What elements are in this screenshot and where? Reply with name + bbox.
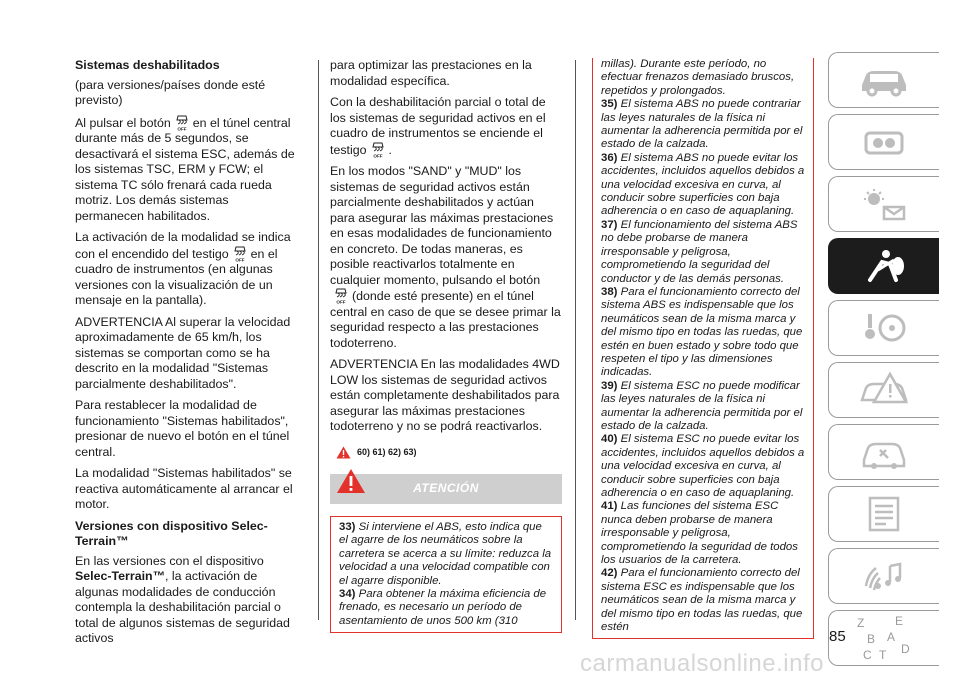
- warning-triangle-icon: [336, 446, 351, 459]
- paragraph: para optimizar las prestaciones en la modalidad específica.: [330, 58, 532, 88]
- attention-notes-box-continued: [592, 58, 814, 639]
- paragraph: ADVERTENCIA En las modalidades 4WD LOW los sistemas de seguridad activos están completamente deshabilitados para asegurar las máximas prestaciones todoterreno y no se podrá reactivarlos.: [330, 357, 560, 433]
- index-letter: A: [887, 630, 896, 644]
- note: 37) El funcionamiento del sistema ABS no debe probarse de manera irresponsable y peligrosa, comprometiendo la seguridad del conductor y de las demás personas.: [601, 218, 798, 285]
- starting-driving-icon: [856, 308, 912, 348]
- index-letter: T: [879, 648, 887, 662]
- paragraph: La modalidad "Sistemas habilitados" se reactiva automáticamente al arrancar el motor.: [75, 466, 293, 511]
- tab-maintenance[interactable]: [828, 424, 939, 480]
- paragraph: Al pulsar el botón en el túnel central durante más de 5 segundos, se desactivará el sistema ESC, además de los sistemas TSC, ERM y FCW; el sistema TC sólo frenará cada rueda motriz. Los demás sistemas permanecen habilitados.: [75, 115, 295, 223]
- esc-off-icon: [371, 142, 385, 158]
- column-1: [75, 58, 297, 653]
- emergency-icon: [856, 370, 912, 410]
- multimedia-icon: [856, 556, 912, 596]
- index-icon: [849, 613, 919, 663]
- index-letter: D: [901, 642, 910, 656]
- note: millas). Durante este período, no efectuar frenazos demasiado bruscos, repetidos y prolongados.: [601, 58, 795, 97]
- tab-car-exterior[interactable]: [828, 52, 939, 108]
- warning-lights-icon: [856, 187, 912, 221]
- paragraph: En los modos "SAND" y "MUD" los sistemas de seguridad activos están parcialmente deshabilitados y actúan para asegurar las máximas prestaciones en esas modalidades de funcionamiento en concreto. De todas maneras, es posible reactivarlos totalmente en cualquier momento, pulsando el botón (donde esté presente) en el túnel central en caso de que se desee primar la seguridad respecto a las prestaciones todoterreno.: [330, 164, 561, 350]
- tab-multimedia[interactable]: [828, 548, 939, 604]
- tab-safety[interactable]: [828, 238, 939, 294]
- paragraph: La activación de la modalidad se indica con el encendido del testigo en el cuadro de instrumentos (en algunas versiones con la visualización de un mensaje en la pantalla).: [75, 230, 291, 307]
- note: 41) Las funciones del sistema ESC nunca deben probarse de manera irresponsable y peligrosa, comprometiendo la seguridad de todos los usuarios de la carretera.: [601, 500, 798, 567]
- note: 38) Para el funcionamiento correcto del sistema ABS es indispensable que los neumáticos sean de la misma marca y del mismo tipo en todas las ruedas, que estén en buen estado y sobre todo que respeten el tipo y las dimensiones indicadas.: [601, 285, 803, 379]
- tab-technical-data[interactable]: [828, 486, 939, 542]
- page-number: 85: [829, 628, 846, 645]
- esc-off-icon: [334, 288, 348, 304]
- paragraph: (para versiones/países donde esté previsto): [75, 77, 266, 107]
- note: 40) El sistema ESC no puede evitar los accidentes, incluidos aquellos debidos a una velocidad excesiva en curva, al conducir sobre superficies con baja adherencia o en caso de aquaplaning.: [601, 433, 805, 499]
- note: 34) Para obtener la máxima eficiencia de frenado, es necesario un período de asentamiento de unos 500 km (310: [339, 588, 547, 627]
- paragraph: Con la deshabilitación parcial o total de los sistemas de seguridad activos en el cuadro de instrumentos se enciende el testigo .: [330, 95, 546, 157]
- index-letter: C: [863, 648, 872, 662]
- note: 36) El sistema ABS no puede evitar los accidentes, incluidos aquellos debidos a una velocidad excesiva en curva, al conducir sobre superficies con baja adherencia o en caso de aquaplaning.: [601, 151, 805, 218]
- esc-off-icon: [233, 246, 247, 262]
- watermark: carmanualsonline.info: [580, 650, 824, 677]
- attention-notes-box: [330, 516, 562, 633]
- column-divider: [318, 60, 319, 620]
- column-divider: [575, 60, 576, 620]
- note: 42) Para el funcionamiento correcto del sistema ESC es indispensable que los neumáticos sean de la misma marca y del mismo tipo en todas las ruedas, que estén: [601, 567, 803, 634]
- tab-emergency[interactable]: [828, 362, 939, 418]
- column-3: [592, 58, 814, 639]
- dashboard-icon: [856, 125, 912, 159]
- note: 35) El sistema ABS no puede contrariar las leyes naturales de la física ni aumentar la adherencia permitida por el estado de la calzada.: [601, 98, 803, 151]
- paragraph: En las versiones con el dispositivo Selec-Terrain™, la activación de algunas modalidades de conducción contempla la deshabilitación parcial o total de algunos sistemas de seguridad activos: [75, 553, 290, 645]
- index-letter: E: [895, 614, 904, 628]
- car-exterior-icon: [856, 63, 912, 97]
- warning-reference: 60) 61) 62) 63): [336, 445, 562, 461]
- tab-starting-driving[interactable]: [828, 300, 939, 356]
- safety-airbag-icon: [856, 246, 912, 286]
- note: 33) Si interviene el ABS, esto indica que el agarre de los neumáticos sobre la carretera se acerca a su límite: reduzca la velocidad a una velocidad compatible con el agarre disponible.: [339, 521, 552, 587]
- maintenance-icon: [856, 432, 912, 472]
- section-heading: Versiones con dispositivo Selec-Terrain™: [75, 518, 268, 548]
- esc-off-icon: [175, 115, 189, 131]
- attention-triangle-icon: [336, 468, 366, 494]
- index-letter: Z: [857, 616, 865, 630]
- index-letter: B: [867, 632, 876, 646]
- paragraph: Para restablecer la modalidad de funcionamiento "Sistemas habilitados", presionar de nuevo el botón en el túnel central.: [75, 398, 290, 459]
- note: 39) El sistema ESC no puede modificar las leyes naturales de la física ni aumentar la adherencia permitida por el estado de la calzada.: [601, 379, 803, 432]
- technical-data-icon: [856, 494, 912, 534]
- column-2: [330, 58, 562, 633]
- attention-title: ATENCIÓN: [413, 481, 479, 496]
- tab-dashboard[interactable]: [828, 114, 939, 170]
- paragraph: ADVERTENCIA Al superar la velocidad aproximadamente de 65 km/h, los sistemas se comportan como se ha descrito en la modalidad "Sistemas parcialmente deshabilitados".: [75, 314, 291, 391]
- tab-warning-lights[interactable]: [828, 176, 939, 232]
- section-heading: Sistemas deshabilitados: [75, 58, 220, 72]
- attention-header: [330, 474, 562, 504]
